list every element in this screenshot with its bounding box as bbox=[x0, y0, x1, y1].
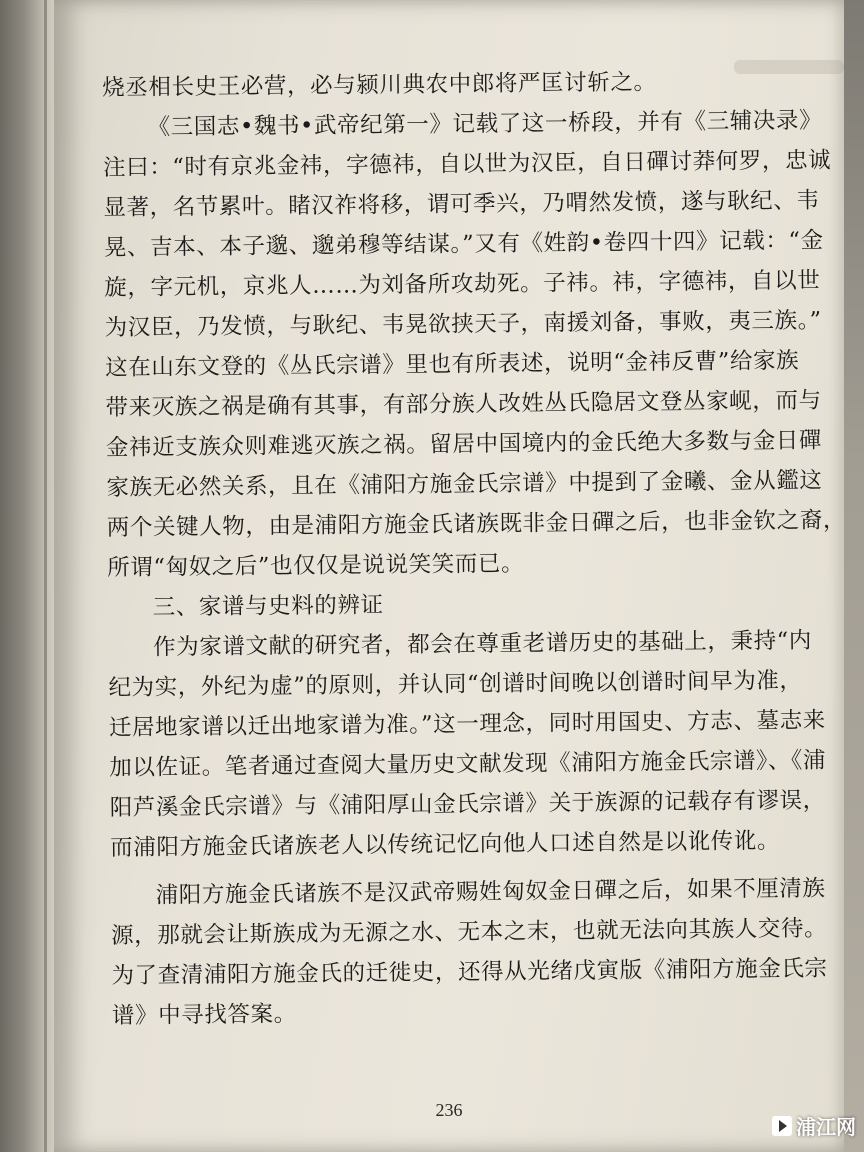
book-page bbox=[54, 0, 847, 1152]
play-icon bbox=[772, 1116, 792, 1136]
text-line: 源，那就会让斯族成为无源之水、无本之末，也就无法向其族人交待。 bbox=[110, 915, 828, 949]
spine-shadow bbox=[44, 0, 47, 1152]
section-heading: 三、家谱与史料的辨证 bbox=[152, 592, 384, 621]
text-line: 而浦阳方施金氏诸族老人以传统记忆向他人口述自然是以讹传讹。 bbox=[110, 827, 781, 861]
text-line: 带来灭族之祸是确有其事，有部分族人改姓丛氏隐居文登丛家岘，而与 bbox=[105, 387, 822, 421]
text-line: 谱》中寻找答案。 bbox=[111, 1001, 297, 1029]
body-text bbox=[102, 60, 847, 1035]
text-line: 作为家谱文献的研究者，都会在尊重老谱历史的基础上，秉持“内 bbox=[152, 627, 813, 661]
text-line: 《三国志•魏书•武帝纪第一》记载了这一桥段，并有《三辅决录》 bbox=[147, 107, 823, 141]
text-line: 为汉臣，乃发愤，与耿纪、韦晃欲挟天子，南援刘备，事败，夷三族。” bbox=[104, 307, 822, 341]
text-line: 纪为实，外纪为虚”的原则，并认同“创谱时间晚以创谱时间早为准， bbox=[108, 667, 803, 701]
watermark-text: 浦江网 bbox=[796, 1115, 856, 1139]
text-line: 家族无必然关系，且在《浦阳方施金氏宗谱》中提到了金曦、金从鑑这 bbox=[106, 467, 823, 501]
text-line: 这在山东文登的《丛氏宗谱》里也有所表述，说明“金祎反曹”给家族 bbox=[105, 347, 800, 381]
text-line: 浦阳方施金氏诸族不是汉武帝赐姓匈奴金日磾之后，如果不厘清族 bbox=[155, 875, 826, 909]
text-line: 为了查清浦阳方施金氏的迁徙史，还得从光绪戊寅版《浦阳方施金氏宗 bbox=[111, 955, 828, 989]
text-line: 烧丞相长史王必营，必与颍川典农中郎将严匡讨斩之。 bbox=[102, 69, 657, 101]
page-number: 236 bbox=[435, 1100, 463, 1120]
text-line: 金祎近支族众则难逃灭族之祸。留居中国境内的金氏绝大多数与金日磾 bbox=[105, 427, 823, 461]
text-line: 旋，字元机，京兆人……为刘备所攻劫死。子祎。祎，字德祎，自以世 bbox=[104, 267, 821, 301]
text-line: 显著，名节累叶。睹汉祚将移，谓可季兴，乃喟然发愤，遂与耿纪、韦 bbox=[103, 187, 820, 221]
text-line: 迁居地家谱以迁出地家谱为准。”这一理念，同时用国史、方志、墓志来 bbox=[108, 707, 826, 741]
text-line: 注曰：“时有京兆金祎，字德祎，自以世为汉臣，自日磾讨莽何罗，忠诚 bbox=[102, 147, 832, 181]
book-binding bbox=[0, 0, 60, 1152]
text-line: 晃、吉本、本子邈、邈弟穆等结谋。”又有《姓韵•卷四十四》记载：“金 bbox=[103, 227, 824, 261]
site-watermark bbox=[772, 1111, 856, 1140]
text-line: 所谓“匈奴之后”也仅仅是说说笑笑而已。 bbox=[107, 550, 525, 581]
text-line: 阳芦溪金氏宗谱》与《浦阳厚山金氏宗谱》关于族源的记载存有谬误， bbox=[109, 787, 826, 821]
text-line: 两个关键人物，由是浦阳方施金氏诸族既非金日磾之后，也非金钦之裔， bbox=[106, 507, 847, 541]
text-line: 加以佐证。笔者通过查阅大量历史文献发现《浦阳方施金氏宗谱》、《浦 bbox=[109, 747, 827, 781]
